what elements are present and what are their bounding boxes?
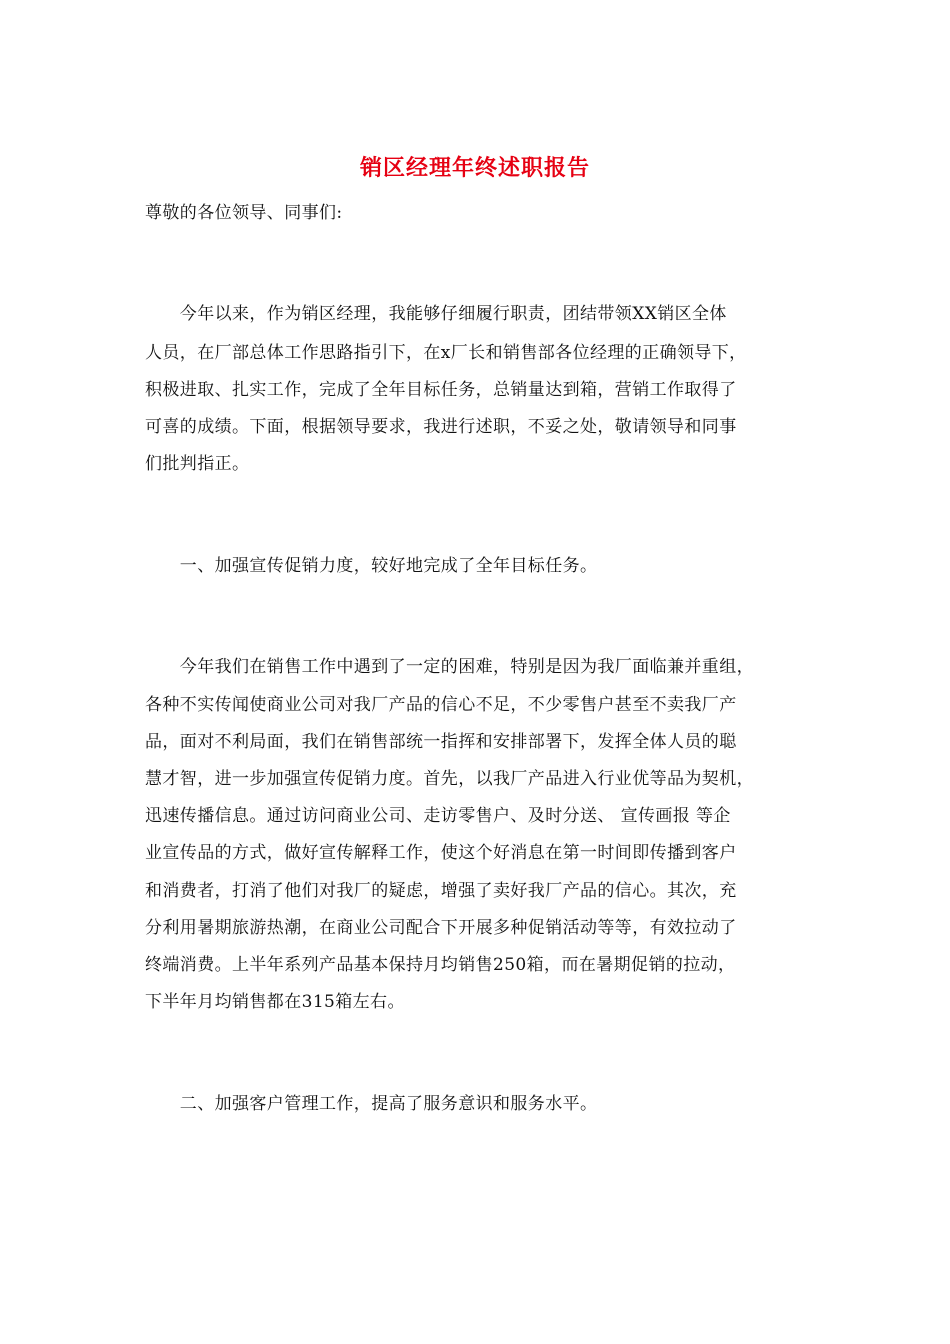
paragraph-line: 下半年月均销售都在315箱左右。 <box>145 992 405 1012</box>
paragraph-line: 们批判指正。 <box>145 454 250 474</box>
paragraph-line: 人员，在厂部总体工作思路指引下，在x厂长和销售部各位经理的正确领导下， <box>145 343 747 363</box>
paragraph-line: 分利用暑期旅游热潮，在商业公司配合下开展多种促销活动等等，有效拉动了 <box>145 918 737 938</box>
paragraph-line: 慧才智，进一步加强宣传促销力度。首先，以我厂产品进入行业优等品为契机， <box>145 769 754 789</box>
paragraph-line: 今年以来，作为销区经理，我能够仔细履行职责，团结带领XX销区全体 <box>145 304 727 324</box>
paragraph-line: 迅速传播信息。通过访问商业公司、走访零售户、及时分送、 宣传画报 等企 <box>145 806 731 826</box>
section-heading-1: 一、加强宣传促销力度，较好地完成了全年目标任务。 <box>145 556 598 576</box>
paragraph-line: 品，面对不利局面，我们在销售部统一指挥和安排部署下，发挥全体人员的聪 <box>145 732 737 752</box>
paragraph-line: 各种不实传闻使商业公司对我厂产品的信心不足，不少零售户甚至不卖我厂产 <box>145 695 737 715</box>
document-title: 销区经理年终述职报告 <box>359 155 590 181</box>
paragraph-line: 积极进取、扎实工作，完成了全年目标任务，总销量达到箱，营销工作取得了 <box>145 380 737 400</box>
paragraph-line: 和消费者，打消了他们对我厂的疑虑，增强了卖好我厂产品的信心。其次，充 <box>145 881 737 901</box>
greeting: 尊敬的各位领导、同事们: <box>145 203 343 223</box>
section-heading-2: 二、加强客户管理工作，提高了服务意识和服务水平。 <box>145 1094 598 1114</box>
paragraph-line: 业宣传品的方式，做好宣传解释工作，使这个好消息在第一时间即传播到客户 <box>145 843 737 863</box>
paragraph-line: 终端消费。上半年系列产品基本保持月均销售250箱，而在暑期促销的拉动， <box>145 955 736 975</box>
paragraph-line: 可喜的成绩。下面，根据领导要求，我进行述职，不妥之处，敬请领导和同事 <box>145 417 737 437</box>
paragraph-line: 今年我们在销售工作中遇到了一定的困难，特别是因为我厂面临兼并重组， <box>145 657 754 677</box>
